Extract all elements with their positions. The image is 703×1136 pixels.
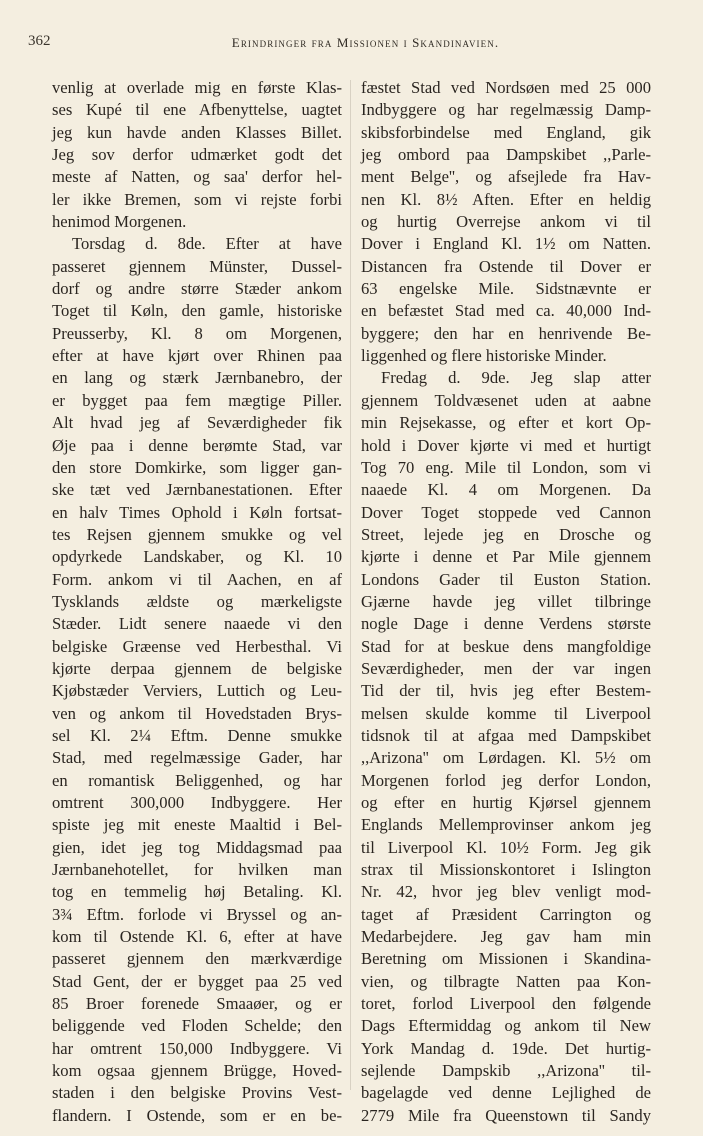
left-column-text-line: ven og ankom til Hovedstaden Brys- [52,703,342,723]
right-column-text-line: nogle Dage i denne Verdens største [361,614,651,634]
left-column-text-line: flandern. I Ostende, som er en be- [52,1105,342,1125]
left-column-text-line: passeret gjennem den mærkværdige [52,949,342,969]
right-column-text-line: jeg ombord paa Dampskibet ,,Parle- [361,145,651,165]
left-column-text-line: er bygget paa fem mægtige Piller. [52,390,342,410]
left-column-text-line: dorf og andre større Stæder ankom [52,279,342,299]
left-column-text-line: spiste jeg mit eneste Maaltid i Bel- [52,815,342,835]
right-column-text-line: ment Belge'', og afsejlede fra Hav- [361,167,651,187]
left-column-text-line: 3¾ Eftm. forlode vi Bryssel og an- [52,904,342,924]
right-column-text-line: toret, forlod Liverpool den følgende [361,994,651,1014]
left-column-text-line: Alt hvad jeg af Seværdigheder fik [52,413,342,433]
right-column-text-line: Distancen fra Ostende til Dover er [361,256,651,276]
left-column-text-line: Kjøbstæder Verviers, Luttich og Leu- [52,681,342,701]
left-column-text-line: tog en temmelig høj Betaling. Kl. [52,882,342,902]
running-title: Erindringer fra Missionen i Skandinavien. [231,35,500,50]
right-column-text-line: kjørte i denne et Par Mile gjennem [361,547,651,567]
right-column-text-line: Morgenen forlod jeg derfor London, [361,770,651,790]
left-column-text-line: Toget til Køln, den gamle, historiske [52,301,342,321]
left-column-text-line: meste af Natten, og saa' derfor hel- [52,167,342,187]
right-column-text-line: 63 engelske Mile. Sidstnævnte er [361,279,651,299]
left-column-text-line: beliggende ved Floden Schelde; den [52,1016,342,1036]
left-column-text-line: en romantisk Beliggenhed, og har [52,770,342,790]
right-column-text-line: en befæstet Stad med ca. 40,000 Ind- [361,301,651,321]
right-column-text-line: Indbyggere og har regelmæssig Damp- [361,100,651,120]
right-column-text-line: Gjærne havde jeg villet tilbringe [361,591,651,611]
page-number: 362 [28,33,51,49]
left-column-text-line: Øje paa i denne berømte Stad, var [52,435,342,455]
left-column-text-line: venlig at overlade mig en første Klas- [52,78,342,97]
left-column-text-line: staden i den belgiske Provins Vest- [52,1083,342,1103]
right-column-text-line: strax til Missionskontoret i Islington [361,860,651,880]
right-column-text-line: fæstet Stad ved Nordsøen med 25 000 [361,78,651,97]
right-text-column [361,77,651,1127]
left-column-text-line: ler ikke Bremen, som vi rejste forbi [52,189,342,209]
left-column-text-line: ses Kupé til ene Afbenyttelse, uagtet [52,100,342,120]
left-column-text-line: 85 Broer forenede Smaaøer, og er [52,994,342,1014]
right-column-text-line: hold i Dover kjørte vi med et hurtigt [361,435,651,455]
left-column-text-line: omtrent 300,000 Indbyggere. Her [52,793,342,812]
left-column-text-line: Jeg sov derfor udmærket godt det [52,145,342,165]
left-column-text-line: belgiske Græense ved Herbesthal. Vi [52,636,342,656]
column-gutter [350,80,351,1090]
right-column-text-line: Street, lejede jeg en Drosche og [361,524,651,544]
left-column-text-line: den store Domkirke, som ligger gan- [52,457,342,477]
right-column-text-line: Beretning om Missionen i Skandina- [361,949,651,969]
right-column-text-line: Seværdigheder, men der var ingen [361,658,651,678]
left-column-text-line: kom ogsaa gjennem Brügge, Hoved- [52,1061,342,1081]
left-column-text-line: gien, idet jeg tog Middagsmad paa [52,837,342,857]
right-column-text-line: Dover i England Kl. 1½ om Natten. [361,234,651,254]
left-column-text-line: passeret gjennem Münster, Dussel- [52,256,342,276]
right-column-text-line: Stad for at beskue dens mangfoldige [361,636,651,656]
right-column-text-line: byggere; den har en henrivende Be- [361,323,651,343]
right-column-text-line: Fredag d. 9de. Jeg slap atter [381,368,651,388]
left-column-text-line: Preusserby, Kl. 8 om Morgenen, [52,323,342,343]
right-column-text-line: Tid der til, hvis jeg efter Bestem- [361,681,651,701]
left-column-text-line: kom til Ostende Kl. 6, efter at have [52,927,342,947]
left-column-text-line: ske tæt ved Jærnbanestationen. Efter [52,480,342,500]
left-column-text-line: Torsdag d. 8de. Efter at have [72,234,342,254]
right-column-text-line: skibsforbindelse med England, gik [361,122,651,142]
right-column-text-line: Dover Toget stoppede ved Cannon [361,502,651,522]
left-column-text-line: en halv Times Ophold i Køln fortsat- [52,502,342,522]
right-column-text-line: gjennem Toldvæsenet uden at aabne [361,390,651,410]
right-column-text-line: tidsnok til at afgaa med Dampskibet [361,725,651,745]
left-column-text-line: sel Kl. 2¼ Eftm. Denne smukke [52,725,342,745]
right-column-text-line: liggenhed og flere historiske Minder. [361,346,607,366]
right-column-text-line: og efter en hurtig Kjørsel gjennem [361,793,651,812]
left-column-text-line: kjørte derpaa gjennem de belgiske [52,658,342,678]
right-column-text-line: bagelagde ved denne Lejlighed de [361,1083,651,1103]
right-column-text-line: ,,Arizona'' om Lørdagen. Kl. 5½ om [361,748,651,768]
left-column-text-line: Stad Gent, der er bygget paa 25 ved [52,971,342,991]
left-column-text-line: har omtrent 150,000 Indbyggere. Vi [52,1038,342,1058]
right-column-text-line: nen Kl. 8½ Aften. Efter en heldig [361,189,651,209]
right-column-text-line: melsen skulde komme til Liverpool [361,703,651,723]
right-column-text-line: min Rejsekasse, og efter et kort Op- [361,413,651,433]
right-column-text-line: og hurtig Overrejse ankom vi til [361,212,651,232]
right-column-text-line: sejlende Dampskib ,,Arizona'' til- [361,1061,651,1081]
left-text-column [52,77,342,1127]
right-column-text-line: vien, og tilbragte Natten paa Kon- [361,971,651,991]
left-column-text-line: Tysklands ældste og mærkeligste [52,591,342,611]
left-column-text-line: Stæder. Lidt senere naaede vi den [52,614,342,634]
left-column-text-line: Jærnbanehotellet, for hvilken man [52,860,342,880]
left-column-text-line: efter at have kjørt over Rhinen paa [52,346,342,366]
right-column-text-line: taget af Præsident Carrington og [361,904,651,924]
right-column-text-line: Londons Gader til Euston Station. [361,569,651,589]
page-header [28,33,663,53]
right-column-text-line: Tog 70 eng. Mile til London, som vi [361,457,651,477]
left-column-text-line: tes Rejsen gjennem smukke og vel [52,524,342,544]
left-column-text-line: jeg kun havde anden Klasses Billet. [52,122,342,142]
right-column-text-line: Englands Mellemprovinser ankom jeg [361,815,651,835]
left-column-text-line: en lang og stærk Jærnbanebro, der [52,368,342,388]
right-column-text-line: 2779 Mile fra Queenstown til Sandy [361,1105,651,1125]
left-column-text-line: Stad, med regelmæssige Gader, har [52,748,342,768]
right-column-text-line: Medarbejdere. Jeg gav ham min [361,927,651,947]
right-column-text-line: York Mandag d. 19de. Det hurtig- [361,1038,651,1058]
right-column-text-line: Nr. 42, hvor jeg blev venligt mod- [361,882,651,902]
right-column-text-line: naaede Kl. 4 om Morgenen. Da [361,480,651,500]
left-column-text-line: Form. ankom vi til Aachen, en af [52,569,342,589]
left-column-text-line: opdyrkede Landskaber, og Kl. 10 [52,547,342,567]
right-column-text-line: til Liverpool Kl. 10½ Form. Jeg gik [361,837,651,857]
left-column-text-line: henimod Morgenen. [52,212,187,232]
right-column-text-line: Dags Eftermiddag og ankom til New [361,1016,651,1036]
